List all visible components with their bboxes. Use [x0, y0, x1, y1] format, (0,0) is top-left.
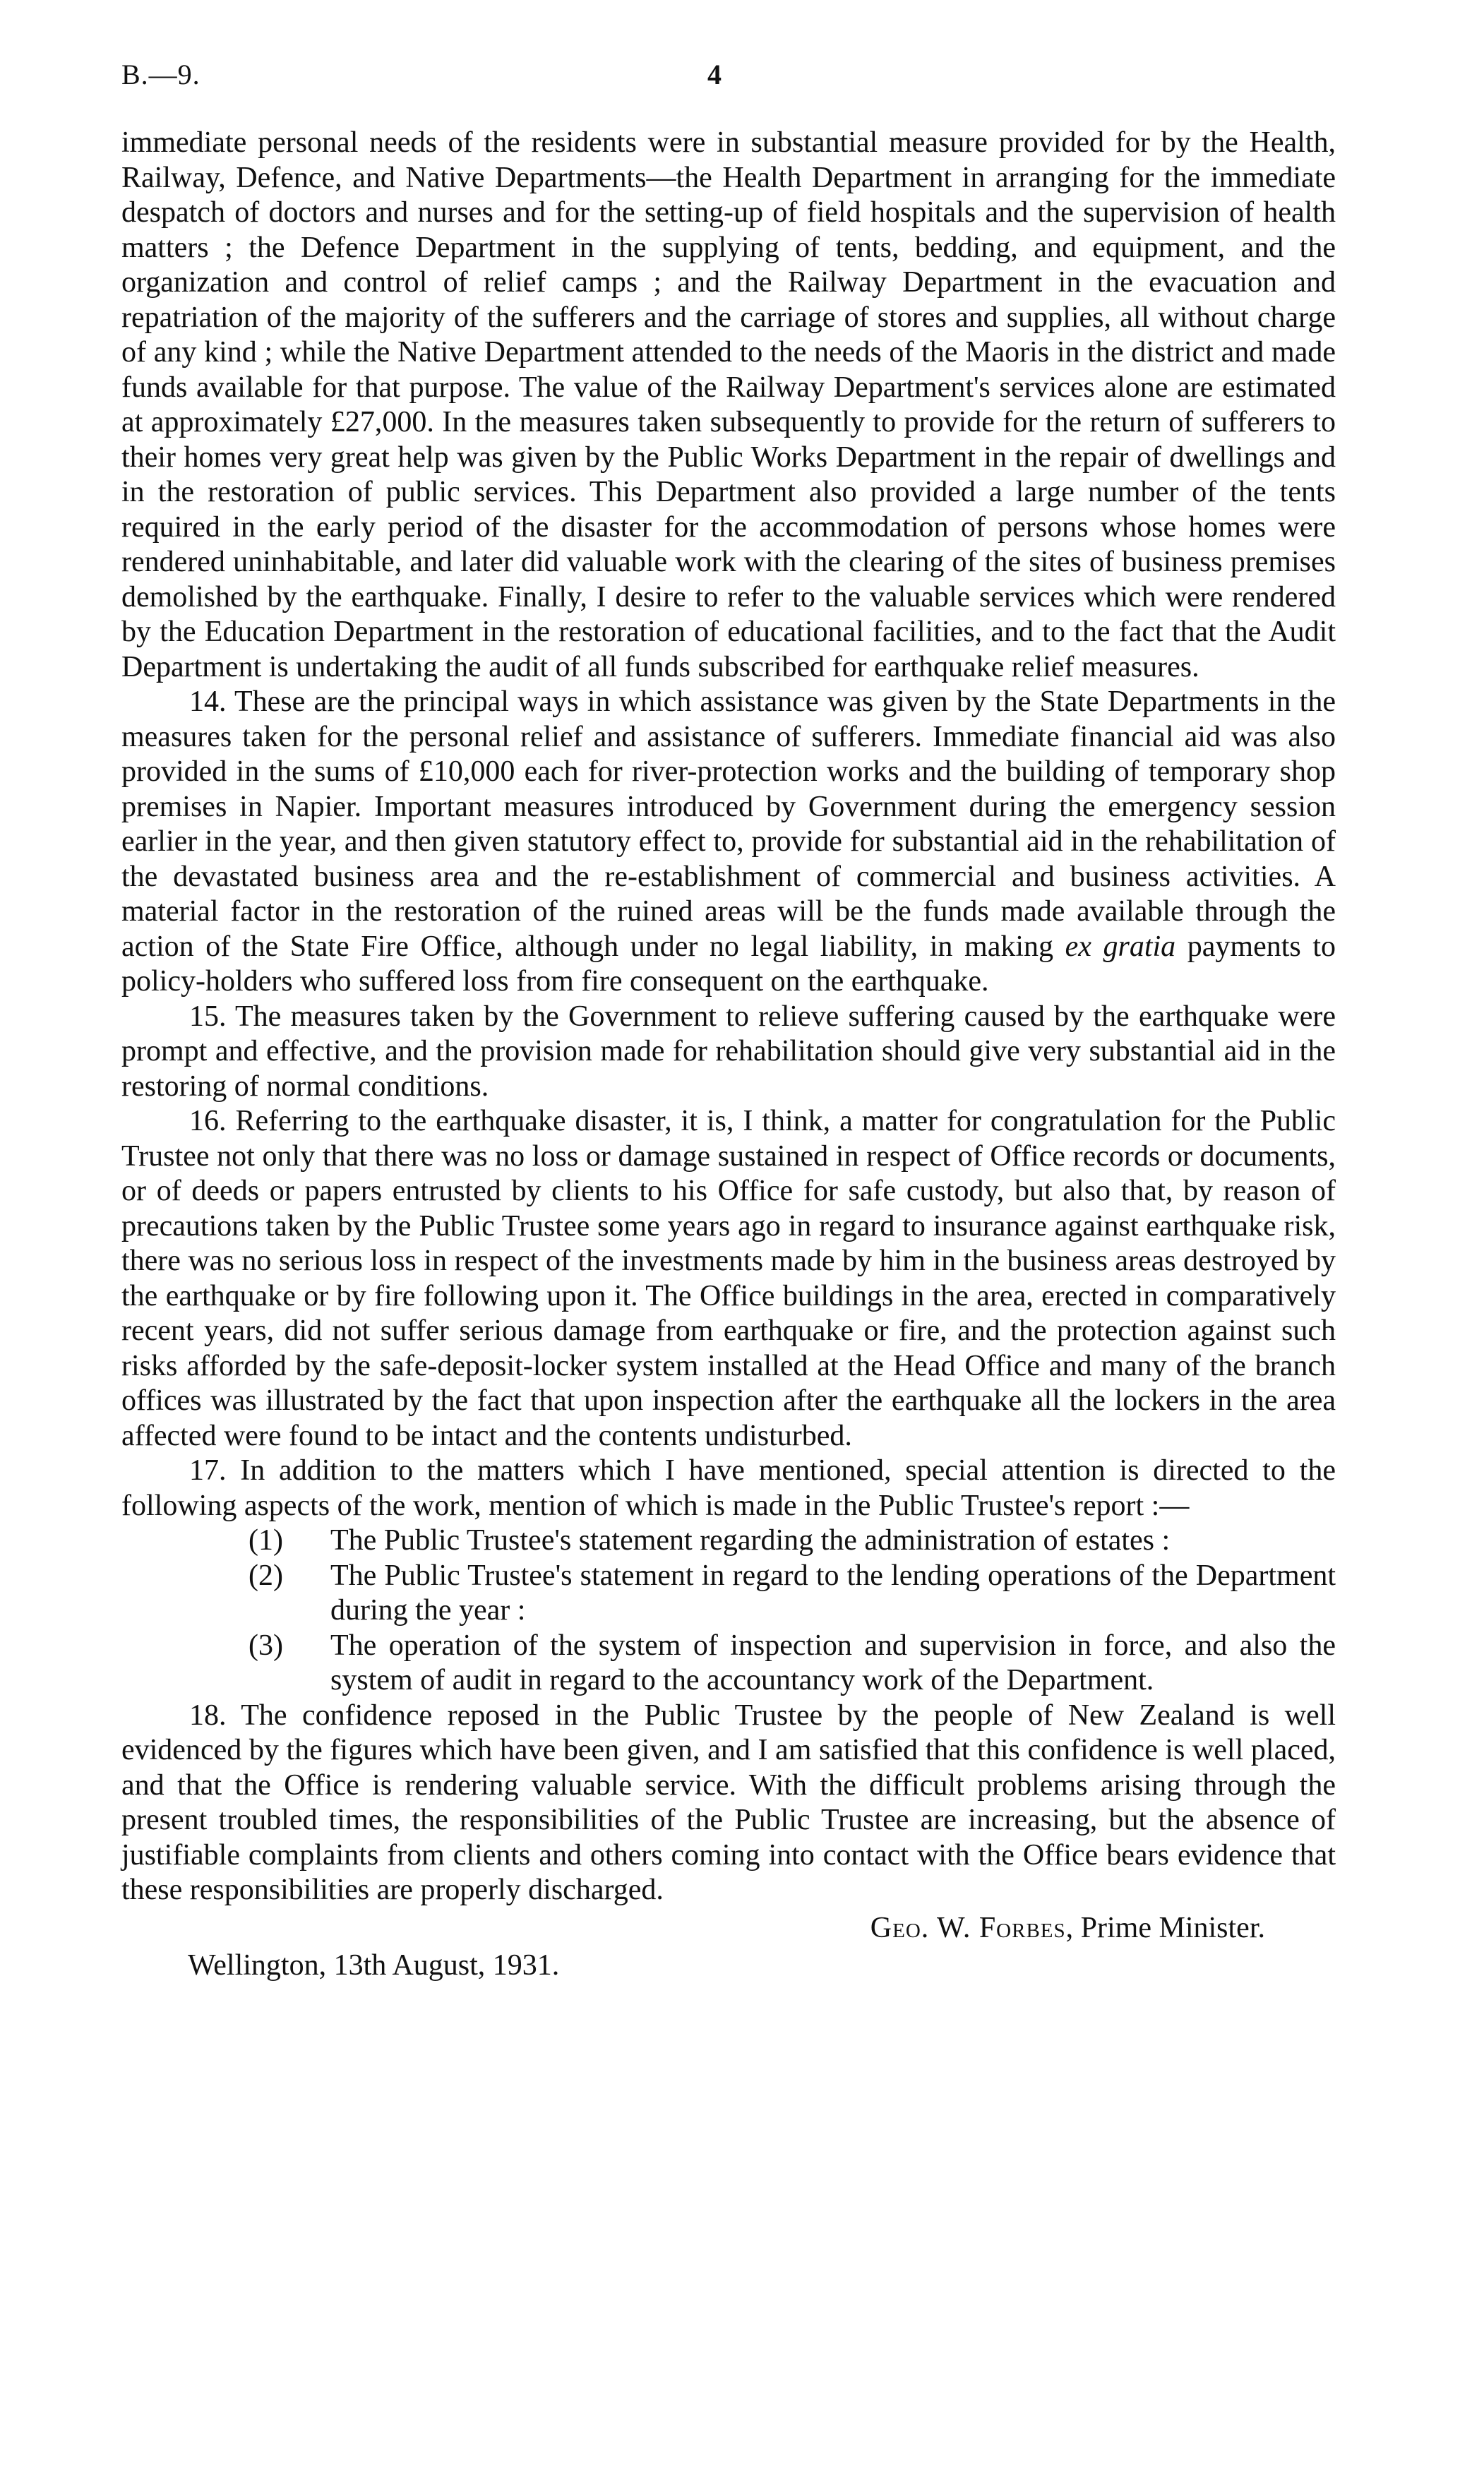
paragraph-13-continued: immediate personal needs of the residents were in substantial measure provided for by the Health, Railway, Defence, and Native Departments—the Health Department in arranging for the immediate despatch of doctors and nurses and for the setting-up of field hospitals and the supervision of health matters ; the Defence Department in the supplying of tents, bedding, and equipment, and the organization and control of relief camps ; and the Railway Department in the evacuation and repatriation of the majority of the sufferers and the carriage of stores and supplies, all without charge of any kind ; while the Native Department attended to the needs of the Maoris in the district and made funds available for that purpose. The value of the Railway Department's services alone are estimated at approximately £27,000. In the measures taken subsequently to provide for the return of sufferers to their homes very great help was given by the Public Works Department in the repair of dwellings and in the restoration of public services. This Department also provided a large number of the tents required in the early period of the disaster for the accommodation of persons whose homes were rendered uninhabitable, and later did valuable work with the clearing of the sites of business premises demolished by the earthquake. Finally, I desire to refer to the valuable services which were rendered by the Education Department in the restoration of educational facilities, and to the fact that the Audit Department is undertaking the audit of all funds subscribed for earthquake relief measures. — [121, 126, 1336, 683]
list-item-text: The Public Trustee's statement in regard to the lending operations of the Department during the year : — [330, 1559, 1336, 1627]
signatory-name: Geo. W. Forbes — [870, 1911, 1066, 1944]
paragraph-18: 18. The confidence reposed in the Public Trustee by the people of New Zealand is well evidenced by the figures which have been given, and I am satisfied that this confidence is well placed, and that the Office is rendering valuable service. With the difficult problems arising through the present troubled times, the responsibilities of the Public Trustee are increasing, but the absence of justifiable complaints from clients and others coming into contact with the Office bears evidence that these responsibilities are properly discharged. — [121, 1699, 1336, 1906]
signature-block — [121, 1911, 1336, 1946]
paragraph-14-text-b: payments to policy-holders who suffered loss from fire consequent on the earthquake. — [121, 930, 1336, 998]
paragraph-14-italic: ex gratia — [1065, 930, 1176, 963]
document-body — [121, 126, 1336, 1984]
list-item-number: (3) — [249, 1629, 283, 1662]
paragraph-14-text-a: 14. These are the principal ways in which assistance was given by the State Departments in the measures taken for the personal relief and assistance of sufferers. Immediate financial aid was also provided in the sums of £10,000 each for river-protection works and the building of temporary shop premises in Napier. Important measures introduced by Government during the emergency session earlier in the year, and then given statutory effect to, provide for substantial aid in the rehabilitation of the devastated business area and the re-establishment of commercial and business activities. A material factor in the restoration of the ruined areas will be the funds made available through the action of the State Fire Office, although under no legal liability, in making — [121, 685, 1336, 963]
list-item-text: The operation of the system of inspection and supervision in force, and also the system of audit in regard to the accountancy work of the Department. — [330, 1629, 1336, 1696]
list-item — [249, 1629, 1336, 1699]
document-reference: B.—9. — [121, 59, 201, 90]
paragraph-14 — [121, 685, 1336, 1000]
place-and-date: Wellington, 13th August, 1931. — [188, 1949, 560, 1982]
page-number: 4 — [707, 59, 722, 90]
aspects-list — [121, 1523, 1336, 1699]
signatory-title: , Prime Minister. — [1065, 1911, 1265, 1944]
paragraph-17: 17. In addition to the matters which I have mentioned, special attention is directed to the following aspects of the work, mention of which is made in the Public Trustee's report :— — [121, 1454, 1336, 1522]
paragraph-15: 15. The measures taken by the Government to relieve suffering caused by the earthquake were prompt and effective, and the provision made for rehabilitation should give very substantial aid in the restoring of normal conditions. — [121, 1000, 1336, 1103]
list-item-text: The Public Trustee's statement regarding the administration of estates : — [330, 1524, 1171, 1557]
page-header — [121, 58, 1336, 100]
paragraph-16: 16. Referring to the earthquake disaster, it is, I think, a matter for congratulation for the Public Trustee not only that there was no loss or damage sustained in respect of Office records or documents, or of deeds or papers entrusted by clients to his Office for safe custody, but also that, by reason of precautions taken by the Public Trustee some years ago in regard to insurance against earthquake risk, there was no serious loss in respect of the investments made by him in the business areas destroyed by the earthquake or by fire following upon it. The Office buildings in the area, erected in comparatively recent years, did not suffer serious damage from earthquake or fire, and the protection against such risks afforded by the safe-deposit-locker system installed at the Head Office and many of the branch offices was illustrated by the fact that upon inspection after the earthquake all the lockers in the area affected were found to be intact and the contents undisturbed. — [121, 1105, 1336, 1452]
list-item-number: (1) — [249, 1524, 283, 1557]
list-item — [249, 1559, 1336, 1629]
list-item-number: (2) — [249, 1559, 283, 1592]
list-item — [249, 1523, 1336, 1559]
